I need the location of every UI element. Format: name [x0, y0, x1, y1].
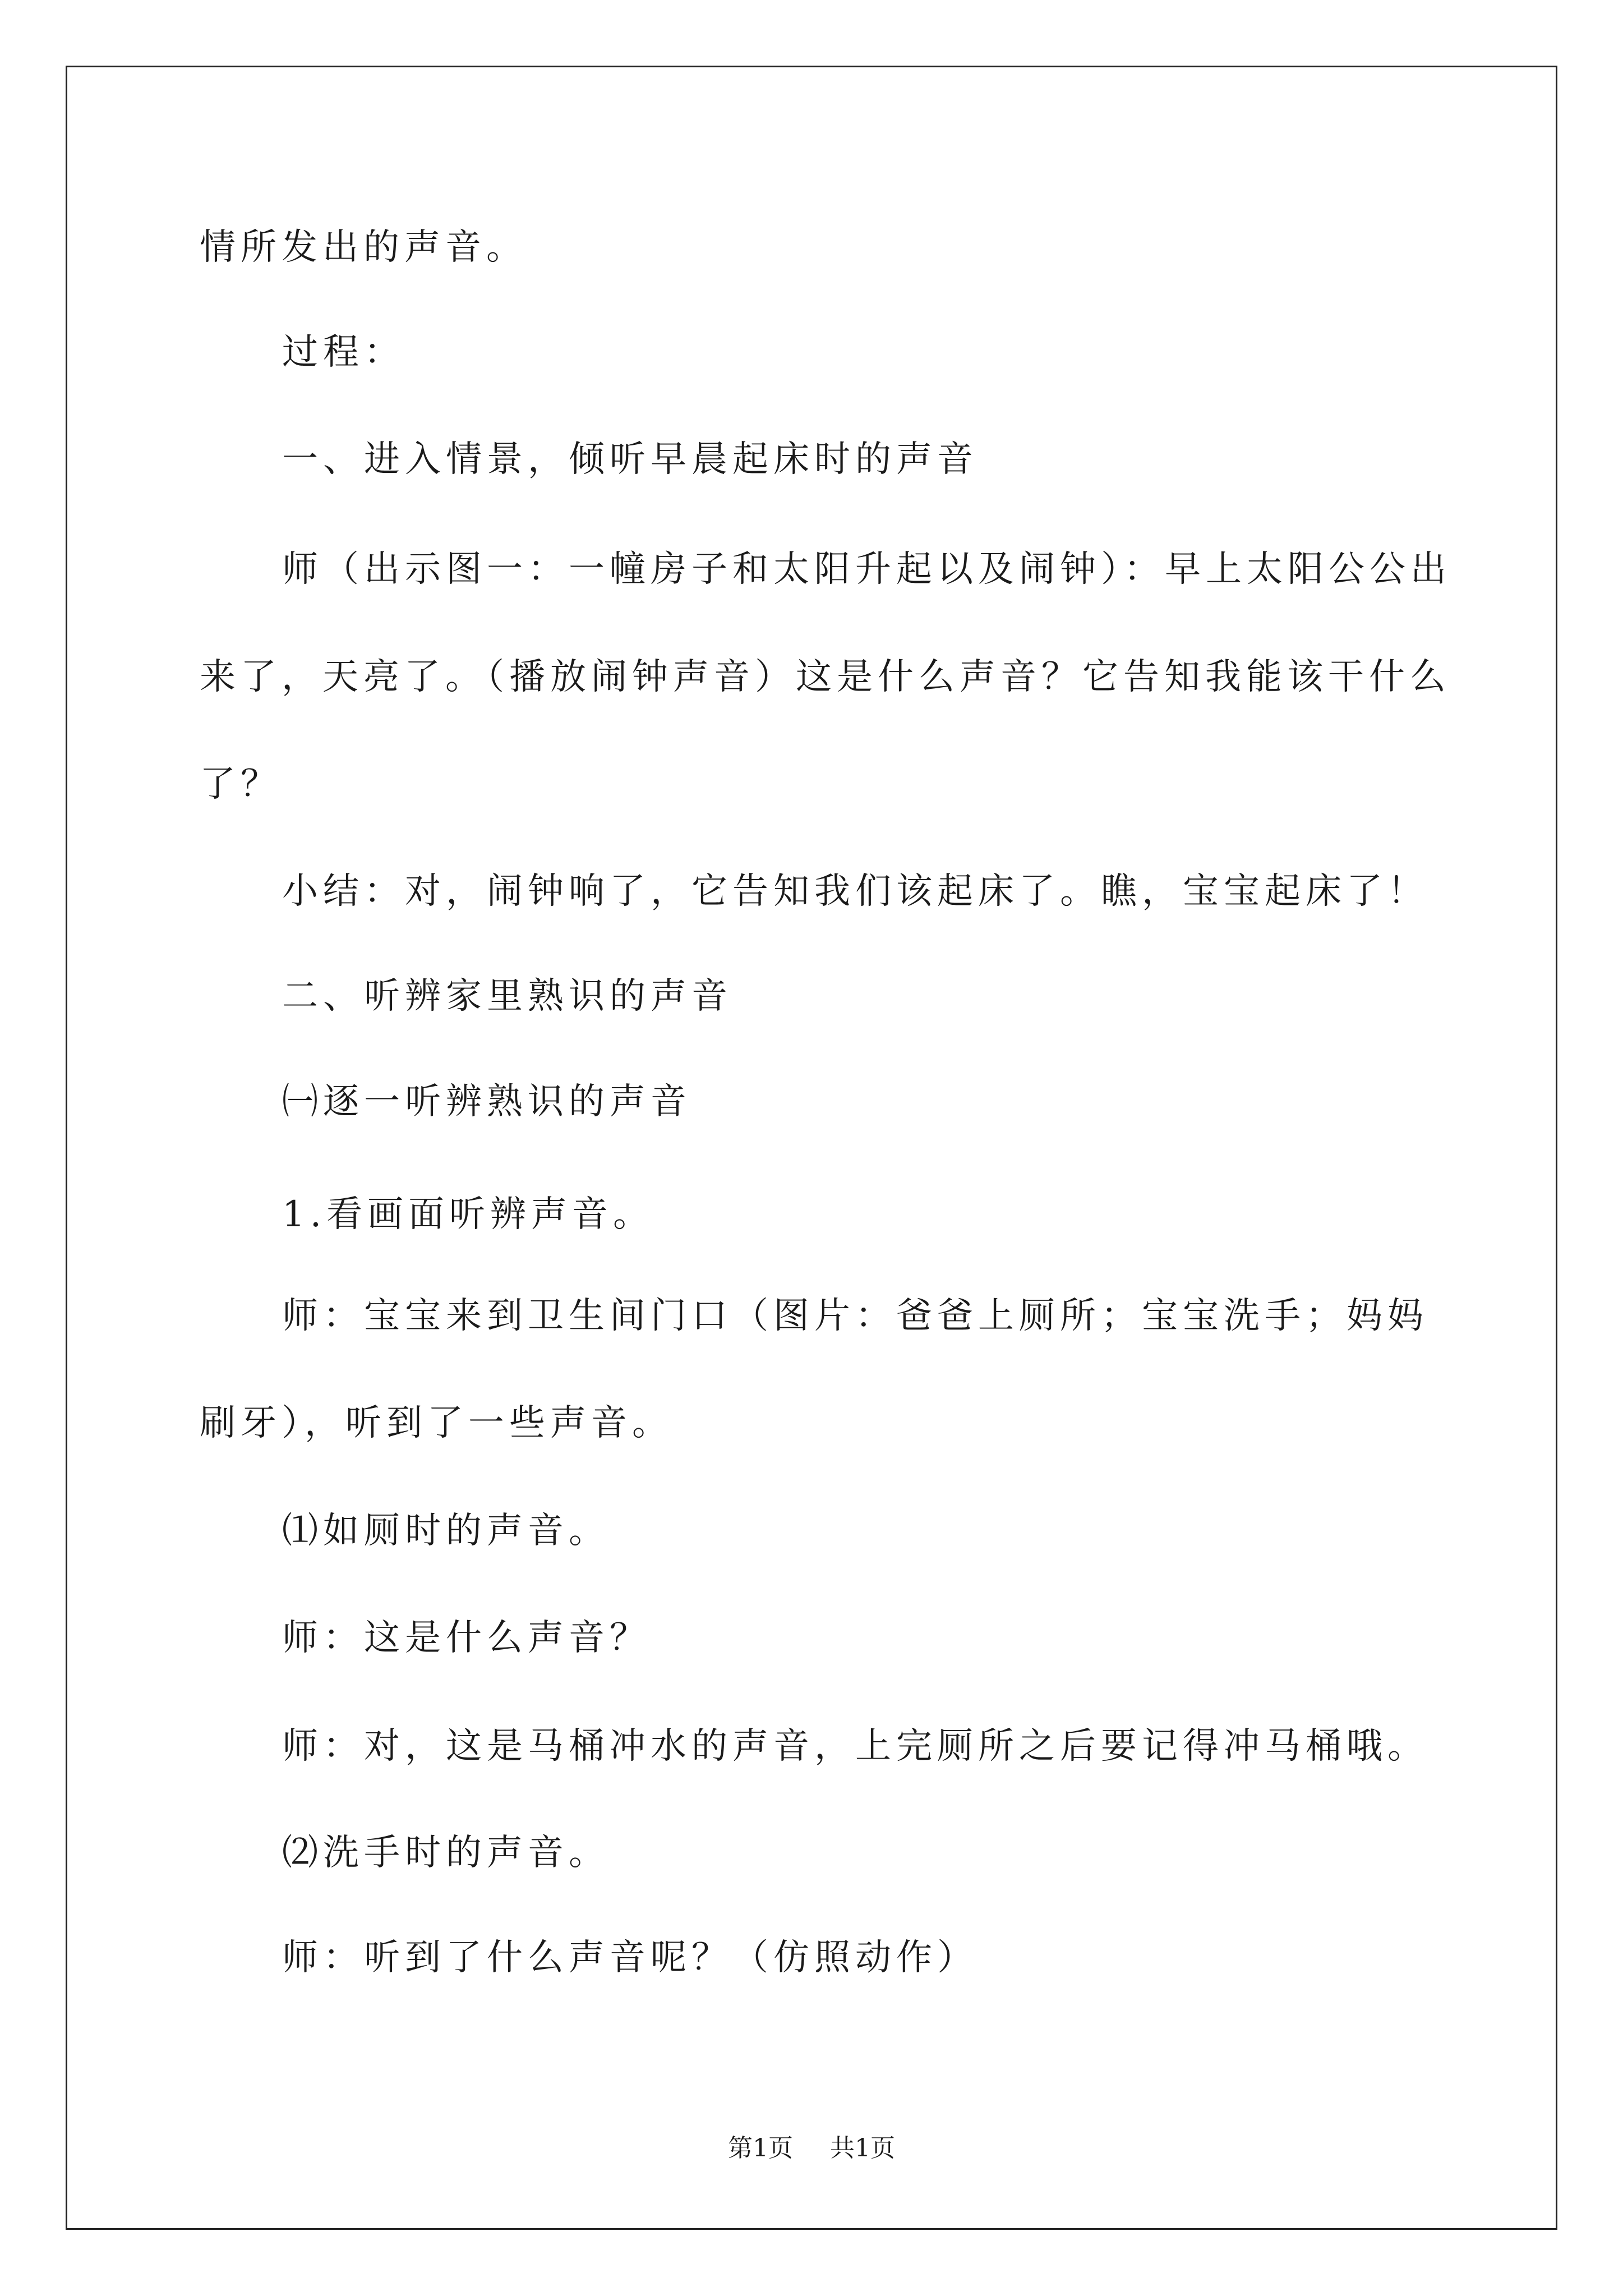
text-line-15: 师：对，这是马桶冲水的声音，上完厕所之后要记得冲马桶哦。: [282, 1726, 1428, 1767]
text-line-1: 情所发出的声音。: [200, 227, 527, 268]
text-line-12: 刷牙），听到了一些声音。: [200, 1402, 673, 1444]
text-line-13: ⑴如厕时的声音。: [282, 1510, 610, 1552]
text-line-7: 小结：对，闹钟响了，它告知我们该起床了。瞧，宝宝起床了！: [282, 871, 1428, 912]
page-footer: [0, 2136, 1623, 2161]
text-line-16: ⑵洗手时的声音。: [282, 1832, 610, 1874]
text-line-14: 师：这是什么声音？: [282, 1617, 651, 1659]
text-line-9: ㈠逐一听辨熟识的声音: [282, 1081, 691, 1122]
text-line-2: 过程：: [282, 332, 405, 373]
page-border: [66, 66, 1557, 2230]
text-line-11: 师：宝宝来到卫生间门口（图片：爸爸上厕所；宝宝洗手；妈妈: [282, 1295, 1428, 1337]
text-line-17: 师：听到了什么声音呢？（仿照动作）: [282, 1937, 978, 1978]
text-line-10: 1.看画面听辨声音。: [282, 1194, 654, 1235]
text-line-5: 来了，天亮了。（播放闹钟声音）这是什么声音？它告知我能该干什么: [200, 656, 1451, 698]
text-line-4: 师（出示图一：一幢房子和太阳升起以及闹钟）：早上太阳公公出: [282, 549, 1451, 590]
text-line-6: 了？: [200, 763, 282, 805]
text-line-8: 二、听辨家里熟识的声音: [282, 976, 732, 1017]
page-number-total: 共1页: [830, 2134, 895, 2162]
page-number-current: 第1页: [728, 2134, 793, 2162]
text-line-3: 一、进入情景，倾听早晨起床时的声音: [282, 439, 978, 480]
